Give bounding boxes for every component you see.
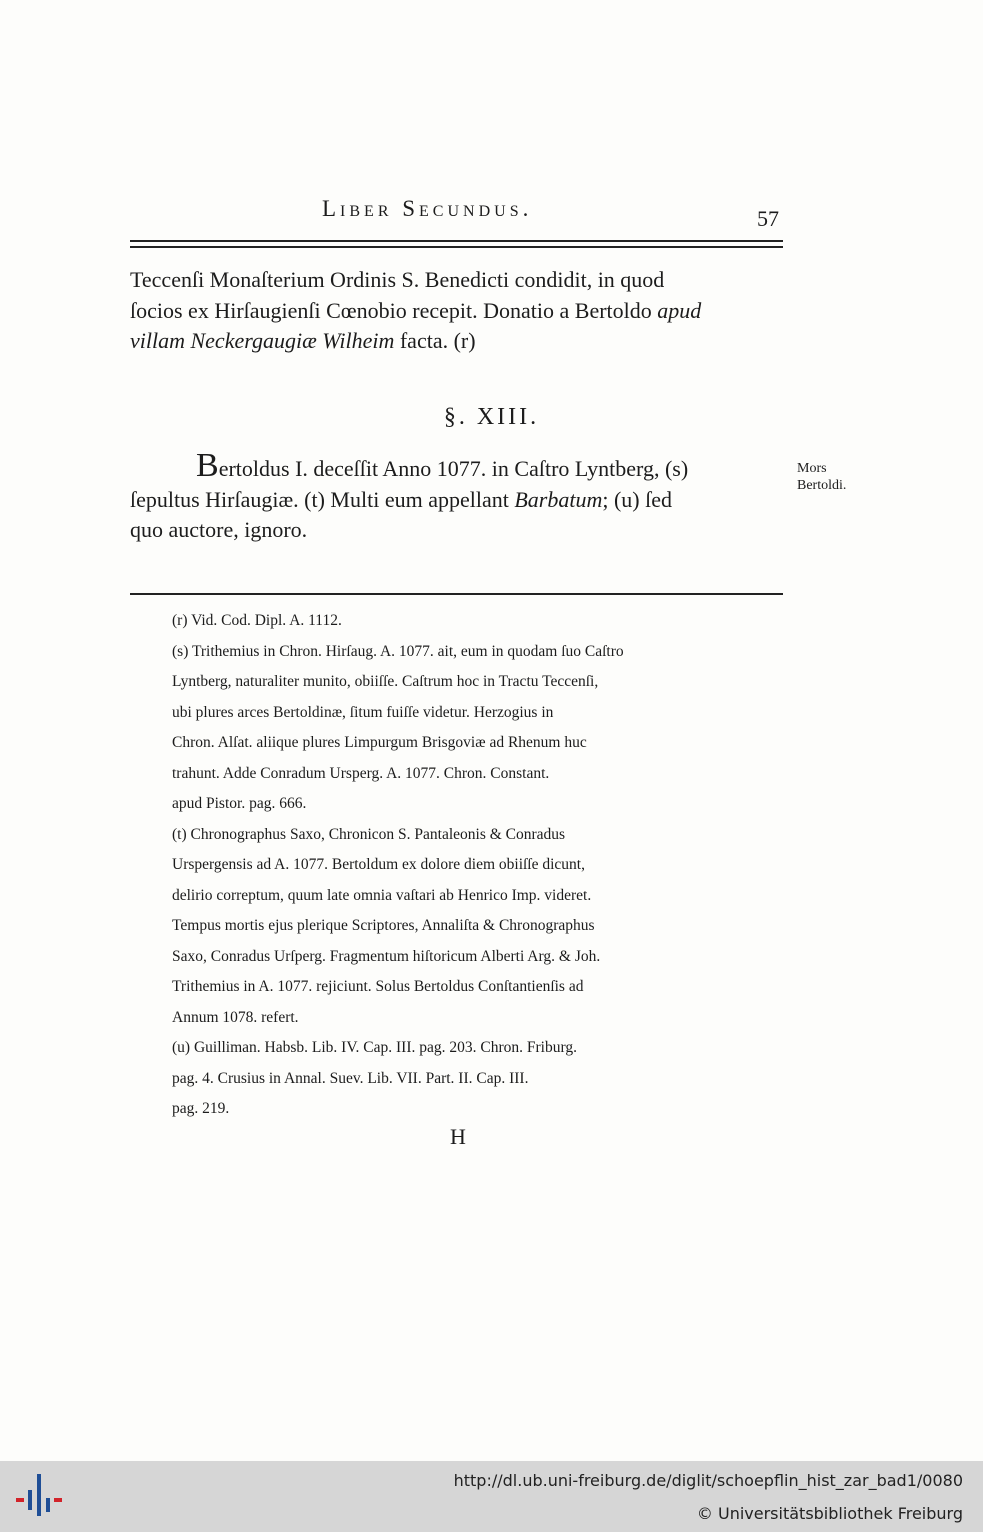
- ub-freiburg-logo-icon[interactable]: [14, 1472, 64, 1518]
- logo-bar-center: [37, 1474, 41, 1516]
- para2-line3: quo auctore, ignoro.: [130, 517, 308, 542]
- footnote-s: (s) Trithemius in Chron. Hirſaug. A. 1077. ait, eum in quodam ſuo Caſtro Lyntberg, naturaliter munito, obiiſſe. Caſtrum hoc in Tractu Teccenſi, ubi plures arces Bertoldinæ, ſitum fuiſſe videtur. Herzogius in Chron. Alſat. aliique plures Limpurgum Brisgoviæ ad Rhenum huc trahunt. Adde Conradum Ursperg. A. 1077. Chron. Constant. apud Pistor. pag. 666.: [172, 642, 624, 812]
- footer-copyright: © Universitätsbibliothek Freiburg: [696, 1504, 963, 1523]
- logo-bar-left: [28, 1490, 32, 1510]
- para2-line2: ſepultus Hirſaugiæ. (t) Multi eum appellant Barbatum; (u) ſed: [130, 486, 672, 512]
- header-rule-top: [130, 240, 783, 242]
- logo-dash-left: [16, 1498, 24, 1502]
- marginal-note: Mors Bertoldi.: [797, 461, 847, 493]
- signature-mark: H: [450, 1124, 466, 1149]
- footnote-u: (u) Guilliman. Habsb. Lib. IV. Cap. III. pag. 203. Chron. Friburg. pag. 4. Crusius in Annal. Suev. Lib. VII. Part. II. Cap. III. pag. 219.: [172, 1039, 577, 1117]
- para1-line2: ſocios ex Hirſaugienſi Cœnobio recepit. Donatio a Bertoldo apud: [130, 297, 702, 323]
- logo-dash-right: [54, 1498, 62, 1502]
- footnote-t: (t) Chronographus Saxo, Chronicon S. Pantaleonis & Conradus Urspergensis ad A. 1077. Bertoldum ex dolore diem obiiſſe dicunt, delirio correptum, quum late omnia vaſtari ab Henrico Imp. videret. Tempus mortis ejus plerique Scriptores, Annaliſta & Chronographus Saxo, Conradus Urſperg. Fragmentum hiſtoricum Alberti Arg. & Joh. Trithemius in A. 1077. rejiciunt. Solus Bertoldus Conſtantienſis ad Annum 1078. refert.: [172, 825, 601, 1026]
- footnote-r: (r) Vid. Cod. Dipl. A. 1112.: [172, 612, 342, 629]
- dropcap: B: [196, 447, 219, 484]
- section-heading: §. XIII.: [443, 404, 540, 430]
- paragraph-2: [130, 449, 785, 546]
- para1-line1: Teccenſi Monaſterium Ordinis S. Benedicti condidit, in quod: [130, 267, 665, 292]
- logo-bar-right: [46, 1498, 50, 1512]
- footer-url-link[interactable]: http://dl.ub.uni-freiburg.de/diglit/schoepflin_hist_zar_bad1/0080: [453, 1471, 963, 1490]
- para1-line3: villam Neckergaugiæ Wilheim facta. (r): [130, 328, 476, 353]
- footnote-rule: [130, 593, 783, 595]
- page-number: 57: [757, 206, 779, 231]
- para2-line1: Bertoldus I. deceſſit Anno 1077. in Caſtro Lyntberg, (s): [196, 447, 689, 484]
- header-rule-bottom: [130, 246, 783, 248]
- paragraph-1: [130, 265, 785, 357]
- running-head: Liber Secundus.: [322, 196, 533, 221]
- footnotes: [172, 606, 788, 1125]
